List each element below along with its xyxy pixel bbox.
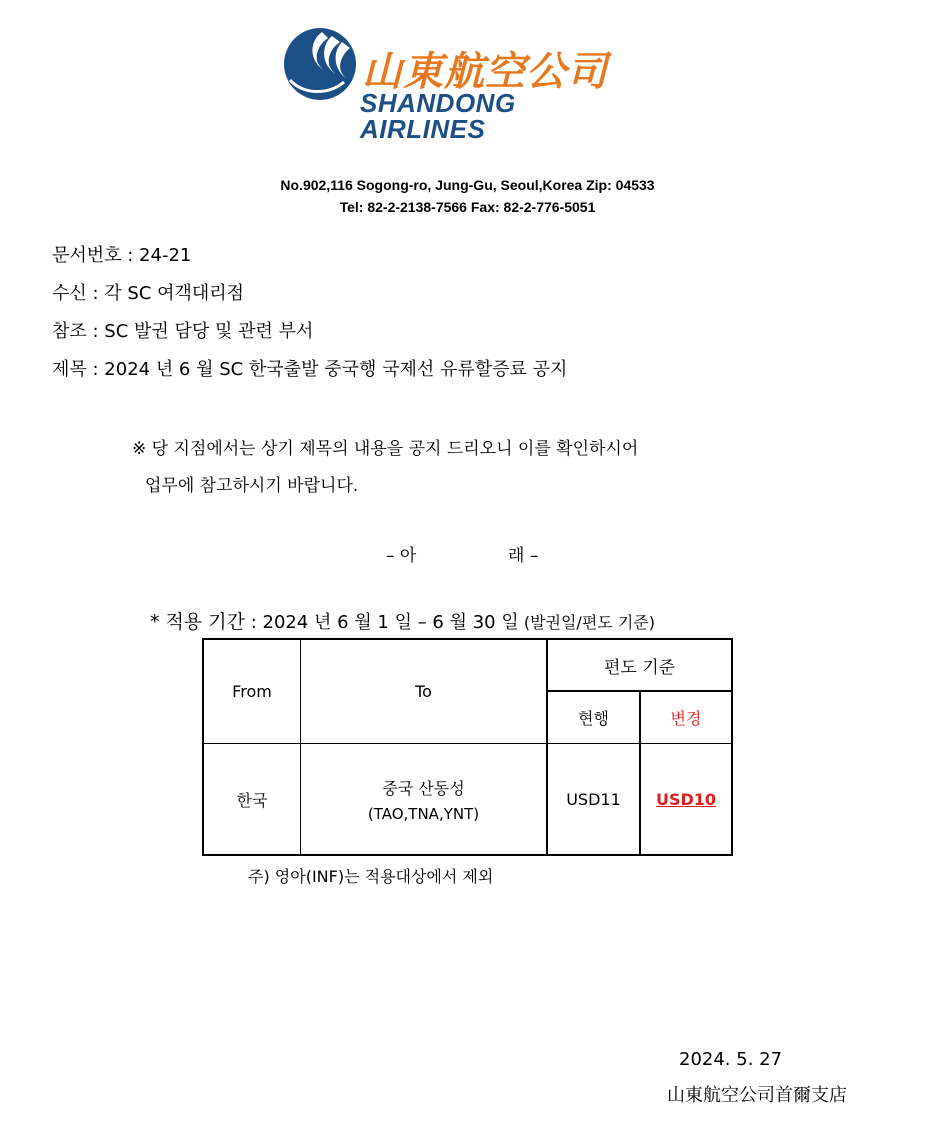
reference: 참조 : SC 발권 담당 및 관련 부서	[52, 321, 314, 342]
row-to-airports: (TAO,TNA,YNT)	[367, 804, 480, 823]
header-from: From	[232, 682, 272, 701]
contact-line: Tel: 82-2-2138-7566 Fax: 82-2-776-5051	[339, 199, 596, 215]
issue-date: 2024. 5. 27	[679, 1049, 783, 1070]
subject: 제목 : 2024 년 6 월 SC 한국출발 중국행 국제선 유류할증료 공지	[52, 359, 568, 380]
logo-english-line1: SHANDONG	[360, 88, 516, 118]
notice-line-1: ※ 당 지점에서는 상기 제목의 내용을 공지 드리오니 이를 확인하시어	[132, 439, 639, 459]
row-to	[301, 744, 546, 854]
section-marker-right: 래 –	[508, 546, 539, 566]
header-current: 현행	[578, 709, 609, 728]
airline-logo	[282, 22, 642, 142]
row-from: 한국	[236, 790, 268, 810]
logo-english-line2: AIRLINES	[360, 114, 486, 144]
application-period	[150, 607, 655, 634]
header-to: To	[415, 682, 432, 701]
period-note: (발권일/편도 기준)	[518, 613, 655, 632]
header-changed: 변경	[670, 709, 702, 728]
notice-line-2: 업무에 참고하시기 바랍니다.	[145, 476, 359, 496]
footnote: 주) 영아(INF)는 적용대상에서 제외	[248, 867, 494, 886]
branch-name: 山東航空公司首爾支店	[667, 1085, 847, 1106]
period-label: * 적용 기간	[150, 611, 245, 633]
row-current-amount: USD11	[566, 789, 621, 809]
header-one-way-basis: 편도 기준	[603, 657, 676, 678]
logo-chinese-name: 山東航空公司	[362, 49, 608, 95]
address-line: No.902,116 Sogong-ro, Jung-Gu, Seoul,Korea Zip: 04533	[280, 177, 655, 193]
changed-amount-value: USD10	[655, 789, 717, 809]
recipient: 수신 : 각 SC 여객대리점	[52, 283, 245, 304]
period-value: : 2024 년 6 월 1 일 – 6 월 30 일	[245, 612, 519, 633]
row-changed-amount	[641, 744, 731, 854]
section-marker-left: – 아	[386, 546, 417, 566]
logo-emblem-icon	[282, 22, 362, 132]
document-number: 문서번호 : 24-21	[52, 245, 192, 266]
surcharge-table	[202, 638, 733, 856]
row-to-region: 중국 산동성	[382, 778, 465, 798]
